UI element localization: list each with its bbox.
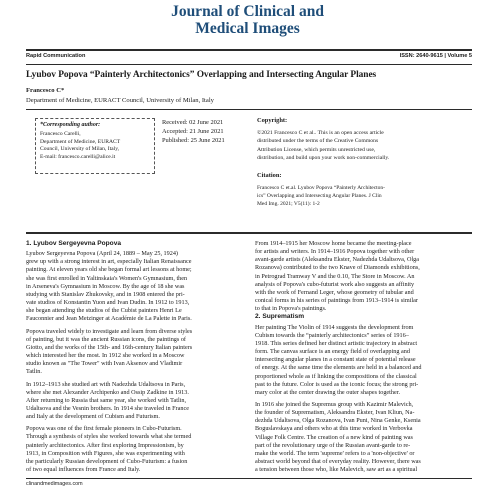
text-line: Through a synthesis of styles she worked towards what she termed	[26, 433, 192, 441]
text-line: Udaltsova and the Vesnin brothers. In 1914 she traveled in France	[26, 404, 189, 412]
text-line: proportioned whole as if linking the compositions of the classical	[255, 372, 417, 380]
paragraph	[26, 328, 243, 377]
author-affiliation: Department of Medicine, EURACT Council, University of Milan, Italy	[26, 97, 214, 104]
text-line: painting. At eleven years old she began formal art lessons at home;	[26, 266, 192, 274]
copyright-line: distribution, and build upon your work non-commercially.	[257, 154, 390, 161]
text-line: in Arseneva's Gymnasium in Moscow. By the age of 18 she was	[26, 282, 185, 290]
body-rule	[26, 232, 472, 234]
text-line: intersecting angular planes in a constant state of potential release	[255, 356, 416, 364]
received-date: Received: 02 June 2021	[162, 119, 224, 126]
text-line: to that in Popova's paintings.	[255, 305, 327, 313]
text-line: where she met Alexander Archipenko and Ossip Zadkine in 1913.	[26, 388, 189, 396]
section-label: Rapid Communication	[26, 53, 86, 59]
text-line: past to the future. Color is used as the iconic focus; the strong pri-	[255, 380, 419, 388]
text-line: of energy. At the same time the elements are held in a balanced and	[255, 364, 422, 372]
citation-block	[257, 172, 472, 208]
text-line: a tension between those who, like Malevich, saw art as a spiritual	[255, 466, 418, 474]
text-line: Cubism towards the “painterly architectonics” series of 1916–	[255, 331, 409, 339]
author-name: Francesco C*	[26, 87, 65, 94]
right-column	[255, 240, 472, 474]
copyright-line: Attribution License, which permits unrestricted use,	[257, 146, 376, 153]
corr-email: E-mail: francesco.carelli@alice.it	[40, 153, 116, 160]
text-line: Village Folk Centre. The creation of a new kind of painting was	[255, 433, 413, 441]
corr-line: Department of Medicine, EURACT	[40, 138, 121, 145]
text-line: Boguslavskaya and others who at this time worked in Verbovka	[255, 425, 413, 433]
text-line: make the world. The term 'supreme' refers to a 'non-objective' or	[255, 449, 415, 457]
text-line: Popova was one of the first female pioneers in Cubo-Futurism.	[26, 425, 182, 433]
article-dates	[162, 118, 225, 145]
article-title: Lyubov Popova “Painterly Architectonics” Overlapping and Intersecting Angular Planes	[26, 70, 377, 80]
accepted-date: Accepted: 21 June 2021	[162, 128, 224, 135]
text-line: form. The canvas surface is an energy field of overlapping and	[255, 348, 410, 356]
text-line: Fauconnier and Jean Metzinger at Académie de La Palette in Paris.	[26, 315, 192, 323]
journal-title	[0, 3, 495, 37]
text-line: studio known as "The Tower" with Ivan Aksenov and Vladimir	[26, 360, 183, 368]
journal-title-line1: Journal of Clinical and	[171, 3, 324, 20]
left-column	[26, 240, 243, 474]
text-line: From 1914–1915 her Moscow home became the meeting-place	[255, 240, 412, 247]
text-line: In 1916 she joined the Supremus group with Kazimir Malevich,	[255, 400, 414, 408]
text-line: vate studios of Konstantin Yuon and Ivan Dudin. In 1912 to 1913,	[26, 299, 190, 307]
text-line: of two equal influences from France and Italy.	[26, 466, 141, 474]
paragraph	[26, 425, 243, 474]
text-line: with the work of Fernand Leger, whose geometry of tubular and	[255, 288, 414, 296]
text-line: in Petrograd Tramway V and the 0.10, The Store in Moscow. An	[255, 272, 415, 280]
text-line: conical forms in his series of paintings from 1913–1914 is similar	[255, 297, 418, 305]
footer-site: clinandmedimages.com	[26, 481, 83, 487]
text-line: 1918. This series defined her distinct artistic trajectory in abstract	[255, 339, 418, 347]
text-line: studying with Stanislav Zhukovsky, and in 1908 entered the pri-	[26, 290, 185, 298]
citation-line: ics” Overlapping and Intersecting Angular Planes. J Clin	[257, 193, 382, 199]
text-line: of painting, but it was the ancient Russian icons, the paintings of	[26, 335, 186, 343]
text-line: she began attending the studios of the Cubist painters Henri Le	[26, 307, 182, 315]
text-line: Rozanova) contributed to the two Knave of Diamonds exhibitions,	[255, 264, 420, 272]
paragraph	[255, 324, 472, 397]
header-rule-bottom	[26, 64, 472, 65]
text-line: part of the revolutionary urge of the Russian avant-garde to re-	[255, 441, 411, 449]
affiliation-rule	[26, 109, 472, 110]
text-line: dezhda Udaltsova, Olga Rozanova, Ivan Puni, Nina Genke, Ksenia	[255, 417, 421, 425]
citation-line: Med Img. 2021; V5(11): 1-2	[257, 201, 320, 207]
published-date: Published: 25 June 2021	[162, 137, 225, 144]
footer-rule	[26, 478, 472, 479]
text-line: she was first enrolled in Yaltinskaia's Women's Gymnasium, then	[26, 274, 188, 282]
citation-heading: Citation:	[257, 172, 282, 179]
corresponding-author-heading: *Corresponding author:	[40, 122, 101, 128]
copyright-line: ©2021 Francesco C et al.. This is an open access article	[257, 130, 384, 137]
text-line: the particularly Russian development of Cubo-Futurism: a fusion	[26, 457, 188, 465]
paragraph	[26, 250, 243, 323]
paragraph	[255, 401, 472, 474]
text-line: grew up with a strong interest in art, especially Italian Renaissance	[26, 258, 192, 266]
paragraph	[26, 381, 243, 422]
text-line: Popova traveled widely to investigate and learn from diverse styles	[26, 327, 193, 335]
text-line: which interested her the most. In 1912 she worked in a Moscow	[26, 352, 185, 360]
text-line: painterly architectonics. After first exploring Impressionism, by	[26, 441, 184, 449]
text-line: 1913, in Composition with Figures, she was experimenting with	[26, 449, 185, 457]
text-line: Giotto, and the works of the 15th- and 16th-century Italian painters	[26, 343, 193, 351]
text-line: and Italy at the development of Cubism and Futurism.	[26, 413, 160, 421]
text-line: for artists and writers. In 1914–1916 Popova together with other	[255, 248, 415, 256]
text-line: Lyubov Sergeyevna Popova (April 24, 1889 – May 25, 1924)	[26, 250, 178, 258]
copyright-heading: Copyright:	[257, 117, 288, 124]
section-heading-suprematism: 2. Suprematism	[255, 313, 305, 321]
text-line: analysis of Popova's cubo-futurist work also suggests an affinity	[255, 280, 415, 288]
text-line: Tatlin.	[26, 368, 42, 376]
text-line: mary color at the center drawing the outer shapes together.	[255, 388, 401, 396]
paragraph	[255, 240, 472, 313]
text-line: Her painting The Violin of 1914 suggests the development from	[255, 323, 414, 331]
meta-row	[26, 50, 472, 64]
copyright-block	[257, 117, 472, 162]
corresponding-author-box	[35, 118, 155, 174]
text-line: the founder of Suprematism, Aleksandra Ekster, Ivan Kliun, Na-	[255, 409, 415, 417]
issn-label: ISSN: 2640-9615 | Volume 5	[399, 53, 472, 59]
journal-title-line2: Medical Images	[195, 20, 300, 37]
text-line: avant-garde artists (Aleksandra Ekster, Nadezhda Udaltsova, Olga	[255, 256, 420, 264]
corr-line: Council, University of Milan, Italy,	[40, 146, 120, 153]
copyright-line: distributed under the terms of the Creative Commons	[257, 138, 379, 145]
corr-line: Francesco Carelli,	[40, 131, 81, 138]
text-line: In 1912–1913 she studied art with Nadezhda Udaltsova in Paris,	[26, 380, 186, 388]
citation-line: Francesco C et.al. Lyubov Popova “Painterly Architecton-	[257, 185, 385, 191]
text-line: abstract world beyond that of everyday reality. However, there was	[255, 458, 421, 466]
section-heading-popova: 1. Lyubov Sergeyevna Popova	[26, 240, 122, 247]
text-line: After returning to Russia that same year, she worked with Tatlin,	[26, 396, 187, 404]
